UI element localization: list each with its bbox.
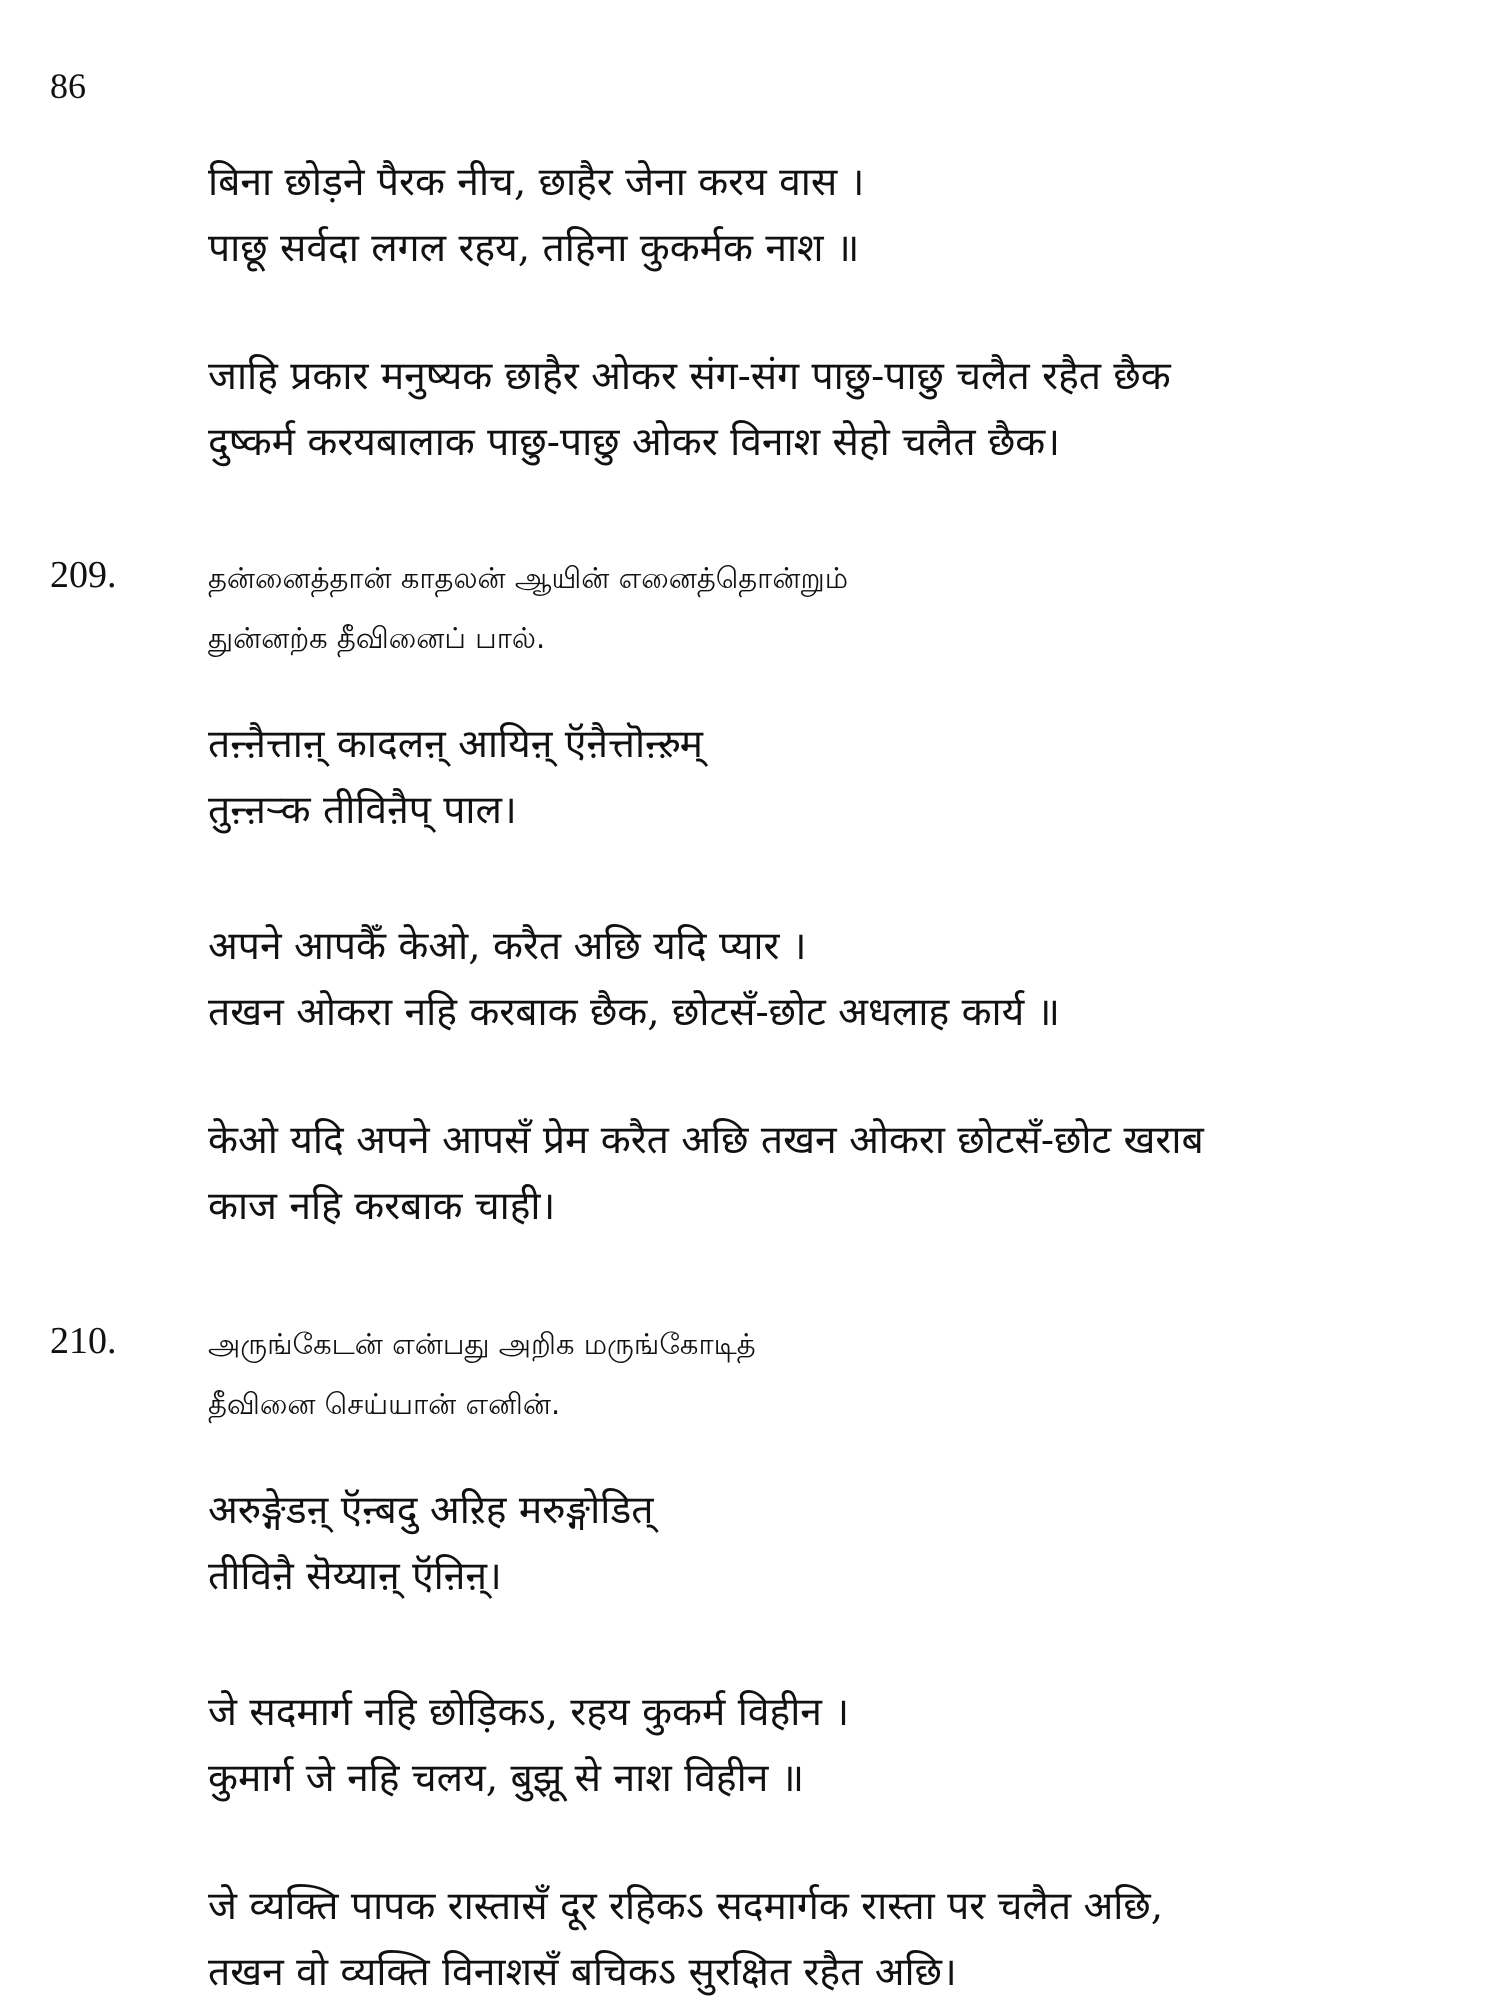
transliteration xyxy=(208,1478,1460,1610)
verse-line: जे सदमार्ग नहि छोड़िकऽ, रहय कुकर्म विहीन । xyxy=(208,1690,850,1735)
maithili-meaning xyxy=(208,1874,1460,2006)
meaning-line: तखन वो व्यक्ति विनाशसँ बचिकऽ सुरक्षित रहैत अछि। xyxy=(208,1950,957,1995)
tamil-line: துன்னற்க தீவினைப் பால். xyxy=(208,621,546,655)
tamil-couplet xyxy=(208,548,1460,668)
meaning-line: काज नहि करबाक चाही। xyxy=(208,1184,556,1229)
meaning-line: जाहि प्रकार मनुष्यक छाहैर ओकर संग-संग पाछु-पाछु चलैत रहैत छैक xyxy=(208,354,1171,399)
maithili-meaning xyxy=(208,1108,1460,1240)
transliteration xyxy=(208,712,1460,844)
tamil-line: அருங்கேடன் என்பது அறிக மருங்கோடித் xyxy=(208,1327,756,1361)
transliteration-line: तुऩ्ऩऱ्क तीविऩैप् पाल। xyxy=(208,788,517,833)
meaning-line: केओ यदि अपने आपसँ प्रेम करैत अछि तखन ओकरा छोटसँ-छोट खराब xyxy=(208,1118,1204,1163)
transliteration-line: तऩ्ऩैत्ताऩ् कादलऩ् आयिऩ् ऍऩैत्तॊऩ्ऱुम् xyxy=(208,722,703,767)
kural-number: 210. xyxy=(50,1320,117,1362)
intro-meaning xyxy=(208,344,1460,476)
tamil-line: தீவினை செய்யான் எனின். xyxy=(208,1387,561,1421)
transliteration-line: तीविऩै सॆय्याऩ् ऍऩिऩ्। xyxy=(208,1554,502,1599)
verse-line: पाछू सर्वदा लगल रहय, तहिना कुकर्मक नाश ॥ xyxy=(208,226,860,271)
tamil-couplet xyxy=(208,1314,1460,1434)
verse-line: कुमार्ग जे नहि चलय, बुझू से नाश विहीन ॥ xyxy=(208,1756,805,1801)
kural-number: 209. xyxy=(50,554,117,596)
maithili-verse xyxy=(208,1680,1460,1812)
meaning-line: दुष्कर्म करयबालाक पाछु-पाछु ओकर विनाश सेहो चलैत छैक। xyxy=(208,420,1061,465)
tamil-line: தன்னைத்தான் காதலன் ஆயின் எனைத்தொன்றும் xyxy=(208,561,849,595)
page-number: 86 xyxy=(50,66,86,106)
verse-line: अपने आपकैँ केओ, करैत अछि यदि प्यार । xyxy=(208,924,807,969)
maithili-verse xyxy=(208,914,1460,1046)
verse-line: बिना छोड़ने पैरक नीच, छाहैर जेना करय वास । xyxy=(208,160,865,205)
verse-line: तखन ओकरा नहि करबाक छैक, छोटसँ-छोट अधलाह कार्य ॥ xyxy=(208,990,1061,1035)
intro-verse xyxy=(208,150,1460,282)
meaning-line: जे व्यक्ति पापक रास्तासँ दूर रहिकऽ सदमार्गक रास्ता पर चलैत अछि, xyxy=(208,1884,1164,1929)
transliteration-line: अरुङ्गेडऩ् ऍऩ्बदु अऱिह मरुङ्गोडित् xyxy=(208,1488,654,1533)
